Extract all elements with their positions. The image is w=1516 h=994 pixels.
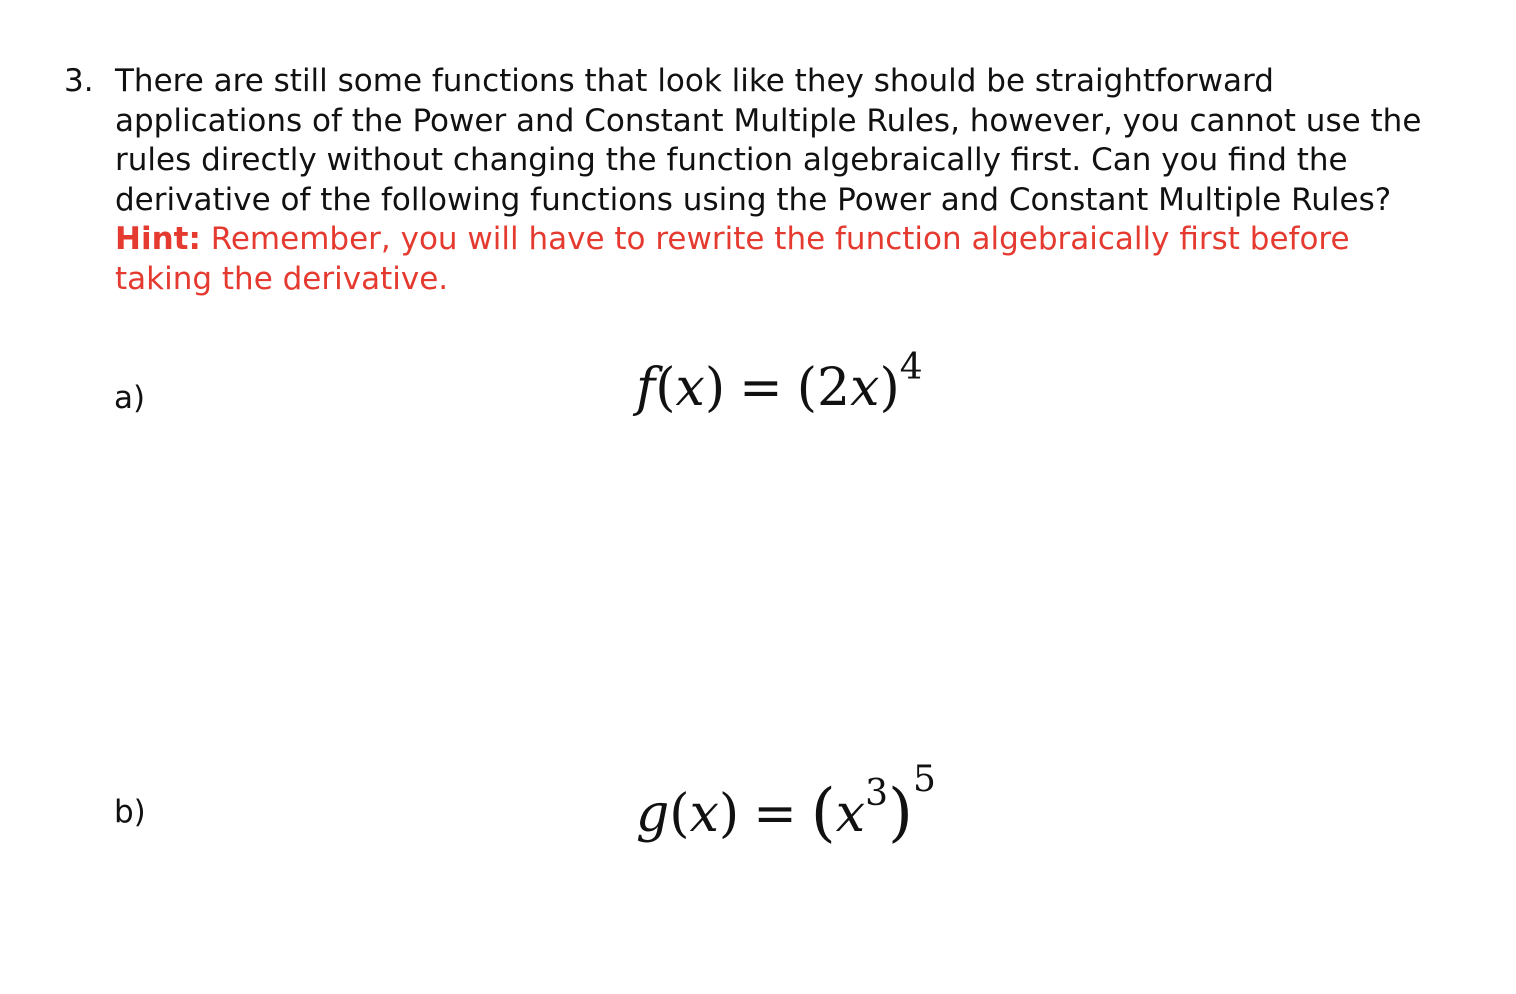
question-line-1: There are still some functions that look like they should be straightforward bbox=[115, 63, 1274, 99]
variable-x: x bbox=[675, 358, 705, 418]
part-a-label: a) bbox=[114, 380, 146, 416]
paren-close: ) bbox=[879, 358, 900, 418]
exponent: 4 bbox=[899, 347, 923, 388]
coefficient: 2 bbox=[817, 358, 851, 418]
hint-text-1: Remember, you will have to rewrite the function algebraically first before bbox=[200, 221, 1350, 257]
base-x: x bbox=[835, 784, 866, 844]
equals-sign: = bbox=[753, 784, 797, 844]
hint-label: Hint: bbox=[115, 221, 201, 257]
hint-line-2: taking the derivative. bbox=[115, 260, 449, 297]
function-name-g: g bbox=[636, 784, 670, 844]
hint-line-1 bbox=[115, 220, 1445, 260]
equals-sign: = bbox=[739, 358, 783, 418]
question-number: 3. bbox=[64, 63, 94, 99]
paren-open: ( bbox=[796, 358, 818, 418]
equation-a bbox=[636, 347, 923, 418]
paren-close: ) bbox=[888, 776, 913, 850]
question-line-3: rules directly without changing the function algebraically first. Can you find the bbox=[115, 142, 1348, 178]
question-line-2: applications of the Power and Constant Multiple Rules, however, you cannot use the bbox=[115, 102, 1422, 139]
base-x: x bbox=[850, 358, 880, 418]
inner-exponent: 3 bbox=[865, 773, 888, 814]
variable-x: x bbox=[689, 784, 719, 844]
paren-open: ( bbox=[810, 776, 836, 850]
paren-close: ) bbox=[718, 784, 740, 844]
paren-open: ( bbox=[655, 358, 676, 418]
function-name-f: f bbox=[636, 358, 656, 418]
question-text bbox=[115, 62, 1445, 299]
outer-exponent: 5 bbox=[912, 759, 936, 800]
question-line-4: derivative of the following functions using the Power and Constant Multiple Rules? bbox=[115, 181, 1392, 218]
paren-open: ( bbox=[669, 784, 690, 844]
paren-close: ) bbox=[704, 358, 726, 418]
equation-b bbox=[636, 759, 936, 850]
part-b-label: b) bbox=[114, 794, 146, 830]
